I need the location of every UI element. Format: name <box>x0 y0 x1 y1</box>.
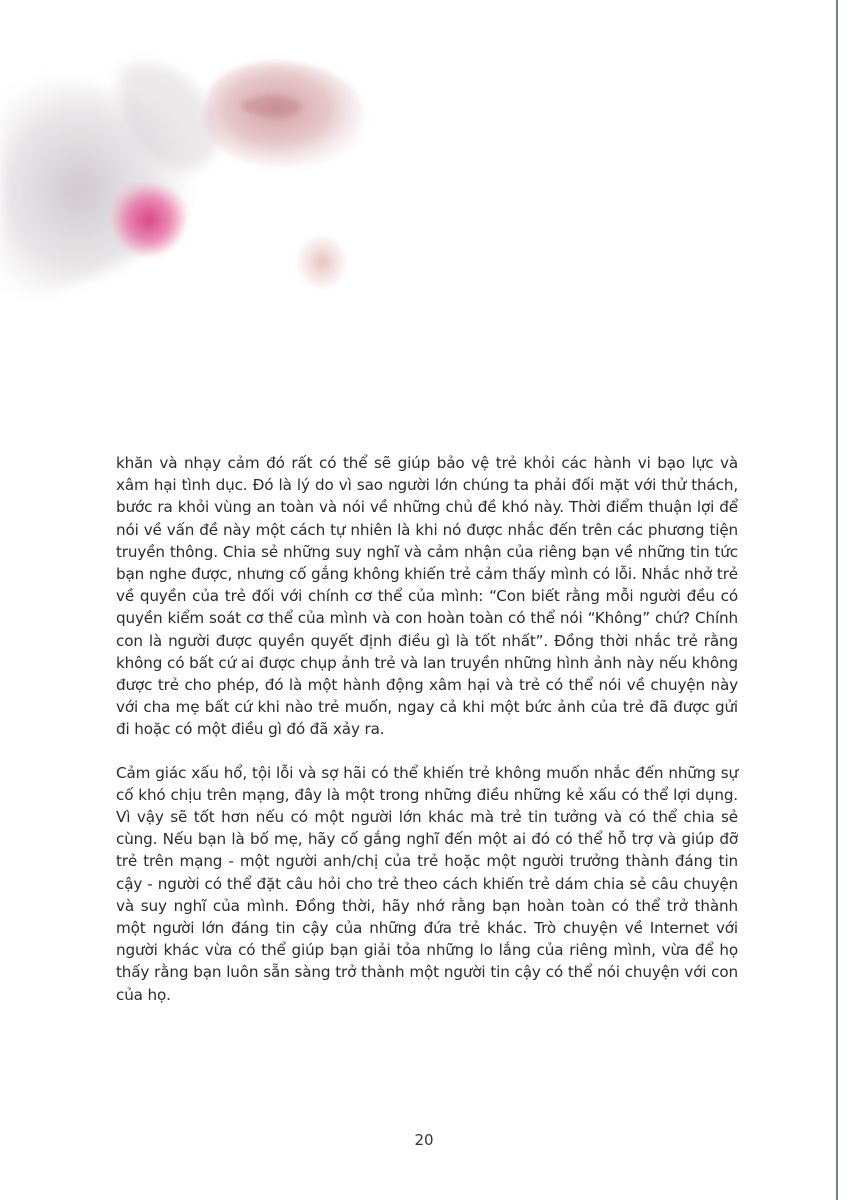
grey-watercolor-wash <box>0 64 218 300</box>
paragraph-2: Cảm giác xấu hổ, tội lỗi và sợ hãi có thể khiến trẻ không muốn nhắc đến những sự cố khó chịu trên mạng, đây là một trong những điều những kẻ xấu có thể lợi dụng. Vì vậy sẽ tốt hơn nếu có một người lớn khác mà trẻ tin tưởng và có thể chia sẻ cùng. Nếu bạn là bố mẹ, hãy cố gắng nghĩ đến một ai đó có thể hỗ trợ và giúp đỡ trẻ trên mạng - một người anh/chị của trẻ hoặc một người trưởng thành đáng tin cậy - người có thể đặt câu hỏi cho trẻ theo cách khiến trẻ dám chia sẻ câu chuyện và suy nghĩ của mình. Đồng thời, hãy nhớ rằng bạn hoàn toàn có thể trở thành một người lớn đáng tin cậy của những đứa trẻ khác. Trò chuyện về Internet với người khác vừa có thể giúp bạn giải tỏa những lo lắng của riêng mình, vừa để họ thấy rằng bạn luôn sẵn sàng trở thành một người tin cậy có thể nói chuyện với con của họ. <box>116 763 738 1004</box>
blush-watercolor-blot <box>205 62 365 168</box>
watercolor-illustration <box>0 0 420 310</box>
page-edge-line <box>836 0 838 1200</box>
small-blush-dot <box>298 236 346 288</box>
page-number: 20 <box>414 1131 434 1149</box>
body-text <box>116 452 738 1006</box>
paragraph-1: khăn và nhạy cảm đó rất có thể sẽ giúp bảo vệ trẻ khỏi các hành vi bạo lực và xâm hại tình dục. Đó là lý do vì sao người lớn chúng ta phải đối mặt với thử thách, bước ra khỏi vùng an toàn và nói về những chủ đề khó này. Thời điểm thuận lợi để nói về vấn đề này một cách tự nhiên là khi nó được nhắc đến trên các phương tiện truyền thông. Chia sẻ những suy nghĩ và cảm nhận của riêng bạn về những tin tức bạn nghe được, nhưng cố gắng không khiến trẻ cảm thấy mình có lỗi. Nhắc nhở trẻ về quyền của trẻ đối với chính cơ thể của mình: “Con biết rằng mỗi người đều có quyền kiểm soát cơ thể của mình và con hoàn toàn có thể nói “Không” chứ? Chính con là người được quyền quyết định điều gì là tốt nhất”. Đồng thời nhắc trẻ rằng không có bất cứ ai được chụp ảnh trẻ và lan truyền những hình ảnh này nếu không được trẻ cho phép, đó là một hành động xâm hại và trẻ có thể nói về chuyện này với cha mẹ bất cứ khi nào trẻ muốn, ngay cả khi một bức ảnh của trẻ đã được gửi đi hoặc có một điều gì đó đã xảy ra. <box>116 454 738 739</box>
